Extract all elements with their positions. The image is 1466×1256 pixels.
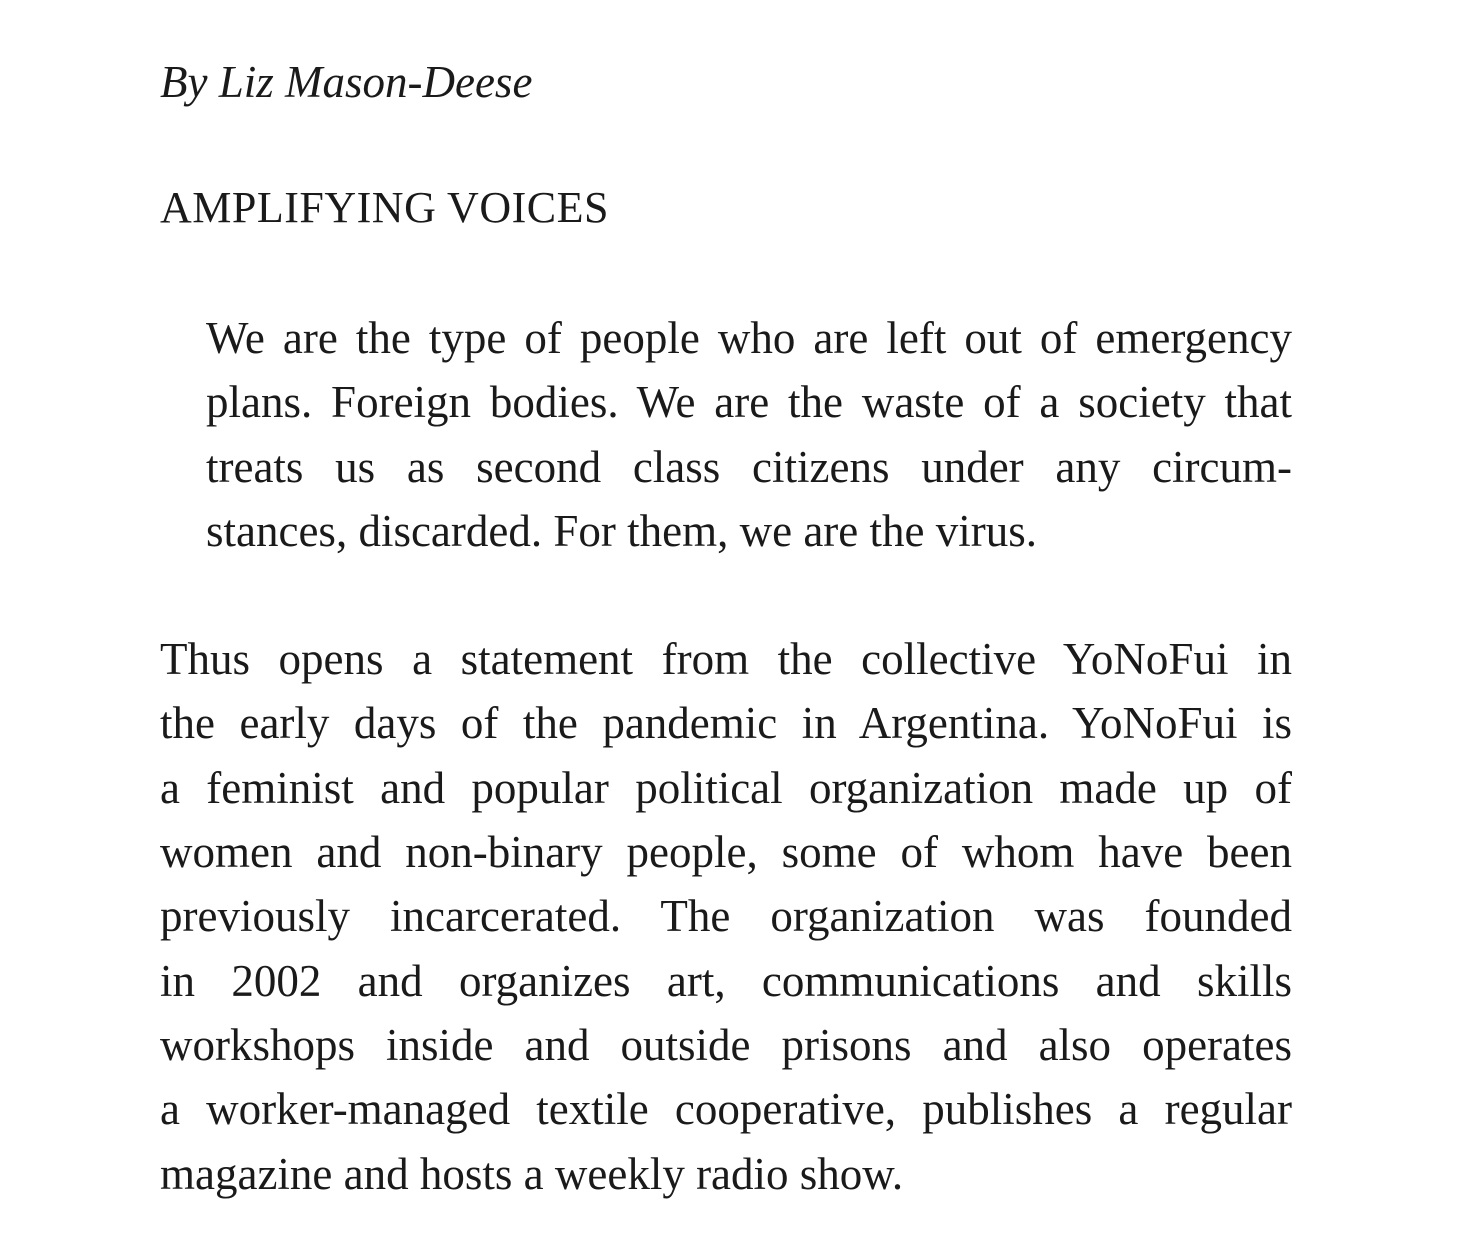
body-line: magazine and hosts a weekly radio show. [160, 1148, 904, 1199]
body-line: previously incarcerated. The organization was founded [160, 891, 1292, 942]
byline: By Liz Mason-Deese [160, 57, 533, 107]
body-line: in 2002 and organizes art, communications and skills [160, 955, 1292, 1006]
body-line: Thus opens a statement from the collective YoNoFui in [160, 634, 1292, 685]
article-page [160, 40, 1292, 1206]
body-line: workshops inside and outside prisons and also operates [160, 1019, 1292, 1070]
block-quote [206, 306, 1292, 563]
quote-line: plans. Foreign bodies. We are the waste of a society that [206, 377, 1292, 428]
body-line: a worker-managed textile cooperative, publishes a regular [160, 1084, 1292, 1135]
quote-line: stances, discarded. For them, we are the virus. [206, 505, 1037, 556]
quote-line: We are the type of people who are left out of emergency [206, 313, 1292, 363]
body-line: a feminist and popular political organization made up of [160, 762, 1292, 813]
body-paragraph [160, 627, 1292, 1206]
body-line: women and non-binary people, some of whom have been [160, 827, 1292, 878]
section-heading: AMPLIFYING VOICES [160, 183, 609, 232]
body-line: the early days of the pandemic in Argentina. YoNoFui is [160, 698, 1292, 749]
quote-line: treats us as second class citizens under any circum- [206, 441, 1292, 492]
